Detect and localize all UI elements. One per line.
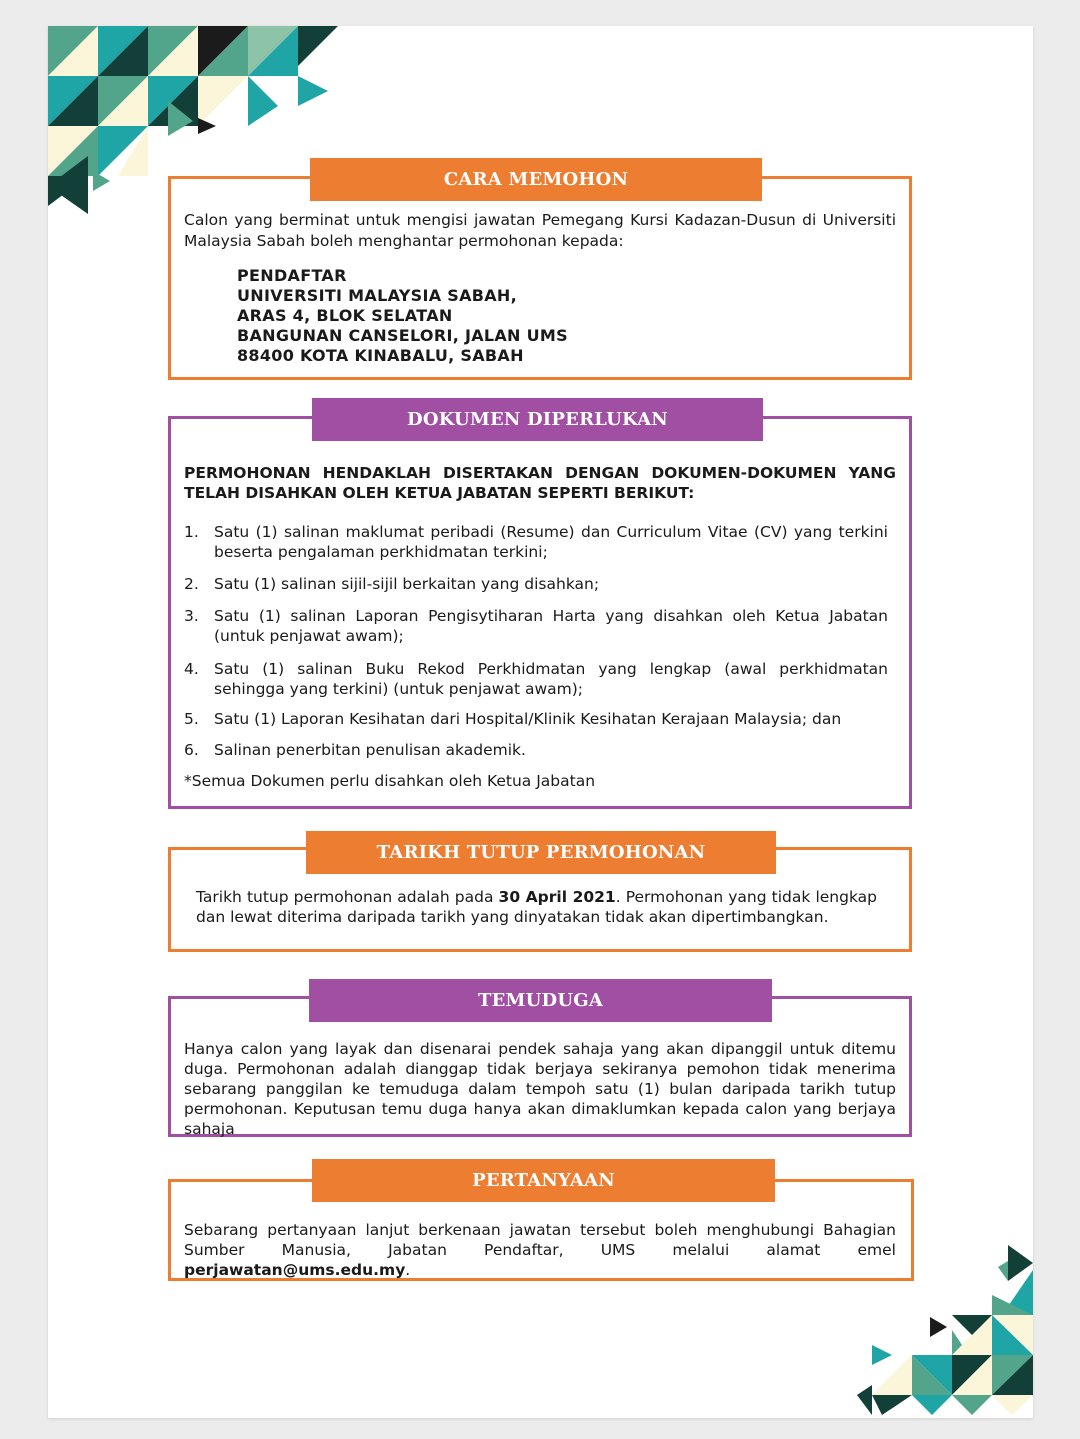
contact-email: perjawatan@ums.edu.my bbox=[184, 1261, 406, 1279]
list-item-text: Satu (1) salinan Laporan Pengisytiharan Harta yang disahkan oleh Ketua Jabatan (untuk penjawat awam); bbox=[214, 607, 888, 645]
pertanyaan-title: PERTANYAAN bbox=[312, 1159, 775, 1202]
address-line: BANGUNAN CANSELORI, JALAN UMS bbox=[237, 326, 568, 345]
list-item bbox=[184, 709, 888, 729]
list-item-text: Satu (1) Laporan Kesihatan dari Hospital/Klinik Kesihatan Kerajaan Malaysia; dan bbox=[214, 710, 842, 728]
deco-triangle bbox=[298, 76, 328, 106]
list-item-number: 6. bbox=[184, 741, 199, 759]
closing-date: 30 April 2021 bbox=[498, 888, 616, 906]
deco-triangle bbox=[198, 76, 248, 126]
mailing-address bbox=[237, 266, 837, 366]
tarikh-text-start: Tarikh tutup permohonan adalah pada bbox=[196, 888, 499, 906]
list-item-text: Satu (1) salinan maklumat peribadi (Resume) dan Curriculum Vitae (CV) yang terkini beserta pengalaman perkhidmatan terkini; bbox=[214, 523, 888, 561]
temuduga-title: TEMUDUGA bbox=[309, 979, 772, 1022]
list-item bbox=[184, 659, 888, 699]
tarikh-text-end: . Permohonan yang tidak lengkap dan lewat diterima daripada tarikh yang dinyatakan tidak akan dipertimbangkan. bbox=[196, 888, 877, 926]
list-item-number: 5. bbox=[184, 710, 199, 728]
address-line: ARAS 4, BLOK SELATAN bbox=[237, 306, 453, 325]
deco-triangle bbox=[912, 1395, 952, 1415]
dokumen-title: DOKUMEN DIPERLUKAN bbox=[312, 398, 763, 441]
tarikh-text bbox=[196, 887, 877, 927]
deco-triangle bbox=[298, 26, 338, 66]
deco-triangle bbox=[198, 118, 216, 134]
deco-triangle bbox=[930, 1317, 947, 1337]
dokumen-lead: PERMOHONAN HENDAKLAH DISERTAKAN DENGAN DOKUMEN-DOKUMEN YANG TELAH DISAHKAN OLEH KETUA JABATAN SEPERTI BERIKUT: bbox=[184, 464, 896, 502]
deco-triangle bbox=[857, 1385, 872, 1415]
list-item bbox=[184, 606, 888, 646]
list-item-number: 1. bbox=[184, 523, 199, 541]
pertanyaan-text bbox=[184, 1220, 896, 1280]
list-item-number: 3. bbox=[184, 607, 199, 625]
list-item-text: Satu (1) salinan sijil-sijil berkaitan yang disahkan; bbox=[214, 575, 600, 593]
deco-triangle bbox=[992, 1395, 1033, 1415]
deco-triangle bbox=[248, 76, 278, 126]
pertanyaan-text-end: . bbox=[405, 1261, 411, 1279]
address-line: PENDAFTAR bbox=[237, 266, 347, 285]
temuduga-text: Hanya calon yang layak dan disenarai pendek sahaja yang akan dipanggil untuk ditemu duga. Permohonan adalah dianggap tidak berjaya sekiranya pemohon tidak menerima sebarang panggilan ke temuduga dalam tempoh satu (1) bulan daripada tarikh tutup permohonan. Keputusan temu duga hanya akan dimaklumkan kepada calon yang berjaya sahaja bbox=[184, 1040, 896, 1138]
list-item-number: 4. bbox=[184, 660, 199, 678]
cara-memohon-title: CARA MEMOHON bbox=[310, 158, 762, 201]
cara-memohon-intro: Calon yang berminat untuk mengisi jawatan Pemegang Kursi Kadazan-Dusun di Universiti Malaysia Sabah boleh menghantar permohonan kepada: bbox=[184, 211, 896, 250]
deco-triangle bbox=[998, 1261, 1008, 1281]
pertanyaan-text-start: Sebarang pertanyaan lanjut berkenaan jawatan tersebut boleh menghubungi Bahagian Sumber Manusia, Jabatan Pendaftar, UMS melalui alamat emel bbox=[184, 1221, 896, 1259]
address-line: 88400 KOTA KINABALU, SABAH bbox=[237, 346, 524, 365]
dokumen-note: *Semua Dokumen perlu disahkan oleh Ketua Jabatan bbox=[184, 772, 596, 790]
deco-triangle bbox=[872, 1395, 912, 1415]
tarikh-title: TARIKH TUTUP PERMOHONAN bbox=[306, 831, 776, 874]
list-item-text: Salinan penerbitan penulisan akademik. bbox=[214, 741, 526, 759]
list-item bbox=[184, 574, 888, 594]
list-item bbox=[184, 740, 888, 760]
deco-triangle bbox=[952, 1395, 992, 1415]
deco-triangle bbox=[93, 171, 110, 191]
list-item-number: 2. bbox=[184, 575, 199, 593]
list-item-text: Satu (1) salinan Buku Rekod Perkhidmatan yang lengkap (awal perkhidmatan sehingga yang terkini) (untuk penjawat awam); bbox=[214, 660, 888, 698]
list-item bbox=[184, 522, 888, 562]
deco-triangle bbox=[872, 1345, 892, 1365]
address-line: UNIVERSITI MALAYSIA SABAH, bbox=[237, 286, 518, 305]
